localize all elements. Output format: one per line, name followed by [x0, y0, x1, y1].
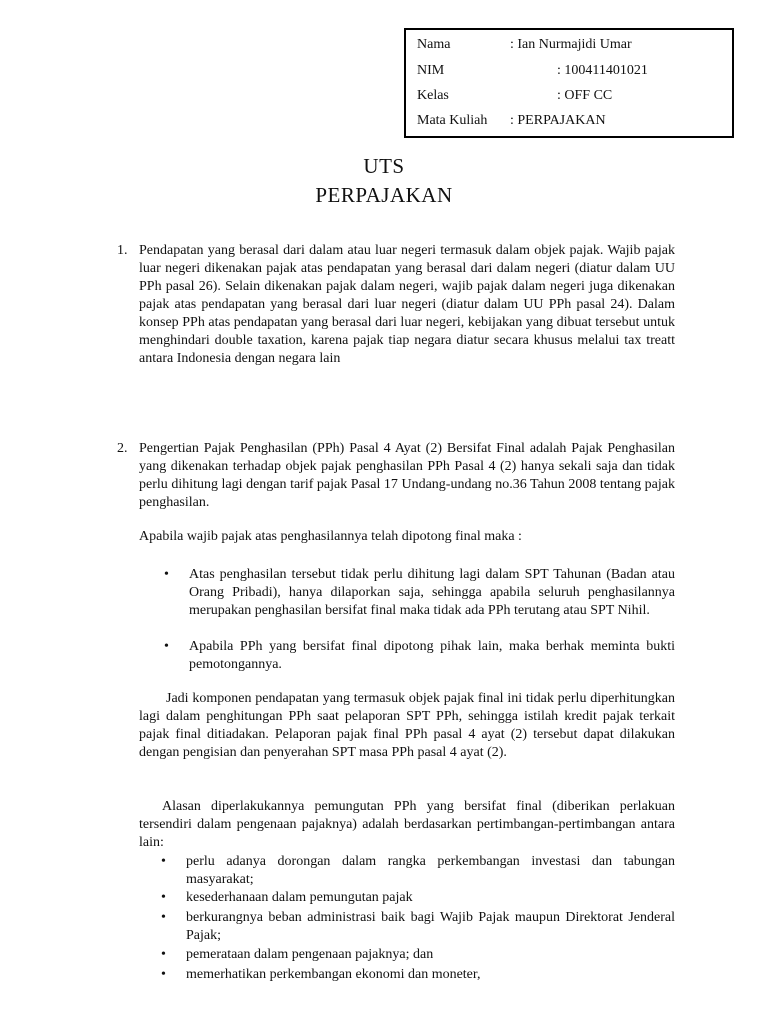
q2-text: Pengertian Pajak Penghasilan (PPh) Pasal 4 Ayat (2) Bersifat Final adalah Pajak Penghasilan yang dikenakan terhadap objek pajak penghasilan PPh Pasal 4 (2) hanya sekali saja dan tidak perlu dihitung lagi dengan tarif pajak Pasal 17 Undang-undang no.36 Tahun 2008 tentang pajak penghasilan.	[139, 441, 675, 510]
reason-item-3: berkurangnya beban administrasi baik bagi Wajib Pajak maupun Direktorat Jenderal Pajak;	[186, 910, 675, 943]
kelas-label: Kelas	[417, 88, 449, 103]
q2-paragraph-alasan: Alasan diperlakukannya pemungutan PPh yang bersifat final (diberikan perlakuan tersendiri dalam pengenaan pajaknya) adalah berdasarkan pertimbangan-pertimbangan antara lain:	[139, 799, 675, 850]
bullet-symbol: •	[161, 947, 166, 962]
q1-number: 1.	[117, 243, 128, 258]
q2-intro: Apabila wajib pajak atas penghasilannya telah dipotong final maka :	[139, 529, 522, 544]
q2-number: 2.	[117, 441, 128, 456]
student-info-box	[404, 28, 734, 138]
mata-kuliah-label: Mata Kuliah	[417, 113, 488, 128]
bullet-symbol: •	[161, 854, 166, 869]
reason-item-1: perlu adanya dorongan dalam rangka perkembangan investasi dan tabungan masyarakat;	[186, 854, 675, 887]
nama-label: Nama	[417, 37, 451, 52]
bullet-item-2: Apabila PPh yang bersifat final dipotong pihak lain, maka berhak meminta bukti pemotongannya.	[189, 639, 675, 672]
nama-value: : Ian Nurmajidi Umar	[510, 37, 632, 52]
bullet-symbol: •	[164, 567, 169, 582]
bullet-symbol: •	[161, 910, 166, 925]
mata-kuliah-value: : PERPAJAKAN	[510, 113, 606, 128]
bullet-symbol: •	[161, 967, 166, 982]
nim-label: NIM	[417, 63, 445, 78]
reason-item-2: kesederhanaan dalam pemungutan pajak	[186, 890, 413, 905]
bullet-symbol: •	[164, 639, 169, 654]
doc-title-perpajakan: PERPAJAKAN	[315, 183, 453, 207]
reason-item-5: memerhatikan perkembangan ekonomi dan moneter,	[186, 967, 481, 982]
bullet-symbol: •	[161, 890, 166, 905]
q1-text: Pendapatan yang berasal dari dalam atau luar negeri termasuk dalam objek pajak. Wajib pajak luar negeri dikenakan pajak atas pendapatan yang berasal dari dalam negeri (diatur dalam UU PPh pasal 26). Selain dikenakan pajak dalam negeri, wajib pajak dalam negeri juga dikenakan pajak atas pendapatan yang berasal dari luar negeri (diatur dalam UU PPh pasal 24). Dalam konsep PPh atas pendapatan yang berasal dari luar negeri, kebijakan yang dibuat tersebut untuk menghindari double taxation, karena pajak tiap negara diatur secara khusus melalui tax treatt antara Indonesia dengan negara lain	[139, 243, 675, 366]
bullet-item-1: Atas penghasilan tersebut tidak perlu dihitung lagi dalam SPT Tahunan (Badan atau Orang Pribadi), hanya dilaporkan saja, sehingga apabila seluruh penghasilannya merupakan penghasilan bersifat final maka tidak ada PPh terutang atau SPT Nihil.	[189, 567, 675, 618]
nim-value: : 100411401021	[557, 63, 648, 78]
reason-item-4: pemerataan dalam pengenaan pajaknya; dan	[186, 947, 434, 962]
kelas-value: : OFF CC	[557, 88, 613, 103]
q2-paragraph-jadi: Jadi komponen pendapatan yang termasuk objek pajak final ini tidak perlu diperhitungkan lagi dalam penghitungan PPh saat pelaporan SPT PPh, sehingga istilah kredit pajak terkait pajak final ditiadakan. Pelaporan pajak final PPh pasal 4 ayat (2) tersebut dapat dilakukan dengan pengisian dan penyerahan SPT masa PPh pasal 4 ayat (2).	[139, 691, 675, 760]
doc-title-uts: UTS	[363, 154, 405, 178]
